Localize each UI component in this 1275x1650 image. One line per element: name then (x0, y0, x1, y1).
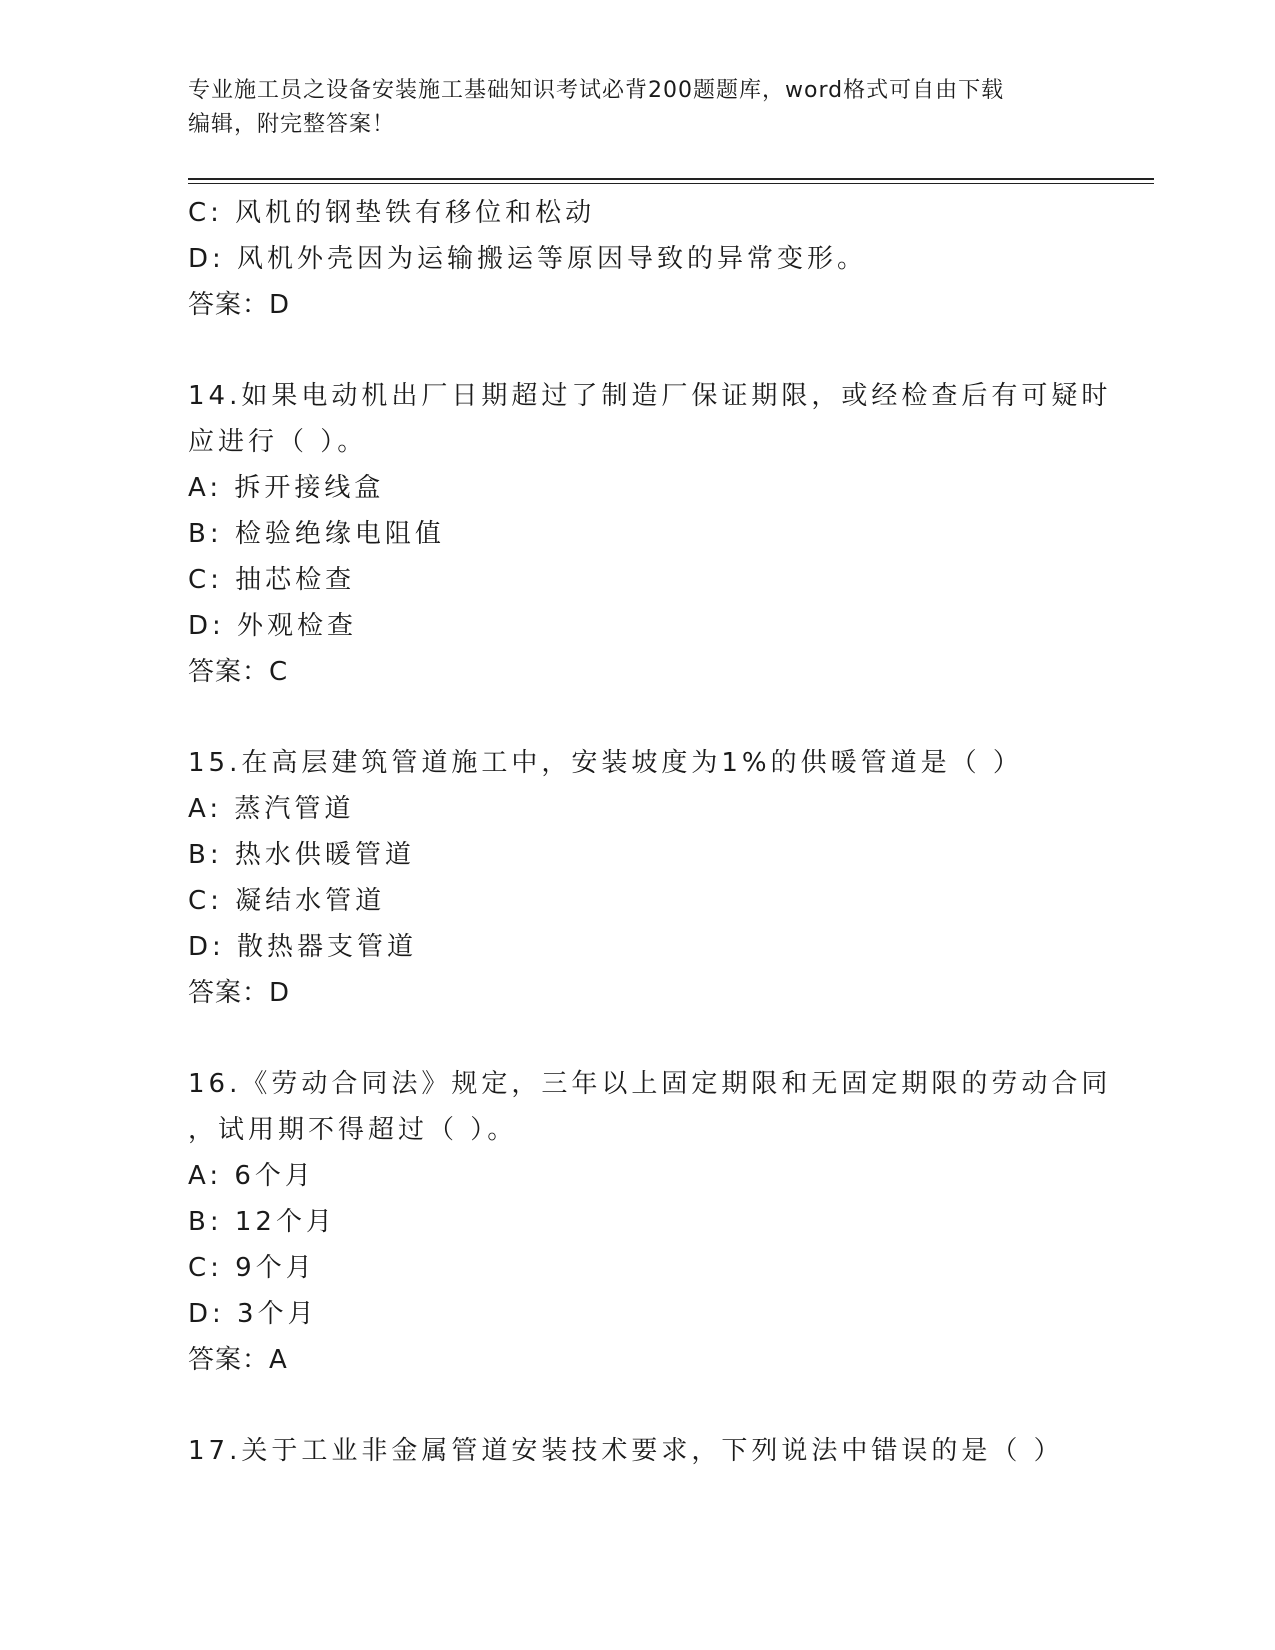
answer: 答案：D (188, 290, 291, 320)
answer: 答案：D (188, 978, 291, 1008)
header-divider-thin (188, 183, 1154, 184)
answer: 答案：A (188, 1345, 288, 1375)
question-stem-continued: 应进行（ ）。 (188, 427, 368, 457)
option-d: D: 3个月 (188, 1299, 318, 1329)
option-a: A: 6个月 (188, 1161, 315, 1191)
question-stem: 16.《劳动合同法》规定，三年以上固定期限和无固定期限的劳动合同 (188, 1069, 1112, 1099)
option-c: C: 9个月 (188, 1253, 316, 1283)
option-c: C: 抽芯检查 (188, 565, 356, 595)
option-c: C: 凝结水管道 (188, 886, 386, 916)
question-stem-continued: ，试用期不得超过（ ）。 (188, 1115, 518, 1145)
question-stem: 14.如果电动机出厂日期超过了制造厂保证期限，或经检查后有可疑时 (188, 381, 1112, 411)
question-16 (188, 1061, 1112, 1383)
option-a: A: 蒸汽管道 (188, 794, 355, 824)
question-13-tail (188, 190, 1088, 328)
question-14 (188, 373, 1112, 695)
option-b: B: 12个月 (188, 1207, 336, 1237)
option-d: D: 风机外壳因为运输搬运等原因导致的异常变形。 (188, 244, 868, 274)
option-b: B: 热水供暖管道 (188, 840, 415, 870)
spacer (188, 1383, 1088, 1428)
header-divider-thick (188, 178, 1154, 180)
question-list (188, 190, 1112, 1474)
option-b: B: 检验绝缘电阻值 (188, 519, 445, 549)
spacer (188, 328, 1088, 373)
spacer (188, 1016, 1088, 1061)
question-stem: 17.关于工业非金属管道安装技术要求，下列说法中错误的是（ ） (188, 1436, 1064, 1466)
header-title-line2: 编辑，附完整答案！ (188, 112, 396, 137)
option-d: D: 散热器支管道 (188, 932, 418, 962)
page-header (188, 74, 1088, 142)
answer: 答案：C (188, 657, 289, 687)
option-d: D: 外观检查 (188, 611, 358, 641)
question-15 (188, 740, 1088, 1016)
question-stem: 15.在高层建筑管道施工中，安装坡度为1%的供暖管道是（ ） (188, 748, 1023, 778)
question-17 (188, 1428, 1088, 1474)
option-c: C: 风机的钢垫铁有移位和松动 (188, 198, 596, 228)
header-title-line1: 专业施工员之设备安装施工基础知识考试必背200题题库，word格式可自由下载 (188, 78, 1005, 103)
spacer (188, 695, 1088, 740)
option-a: A: 拆开接线盒 (188, 473, 385, 503)
